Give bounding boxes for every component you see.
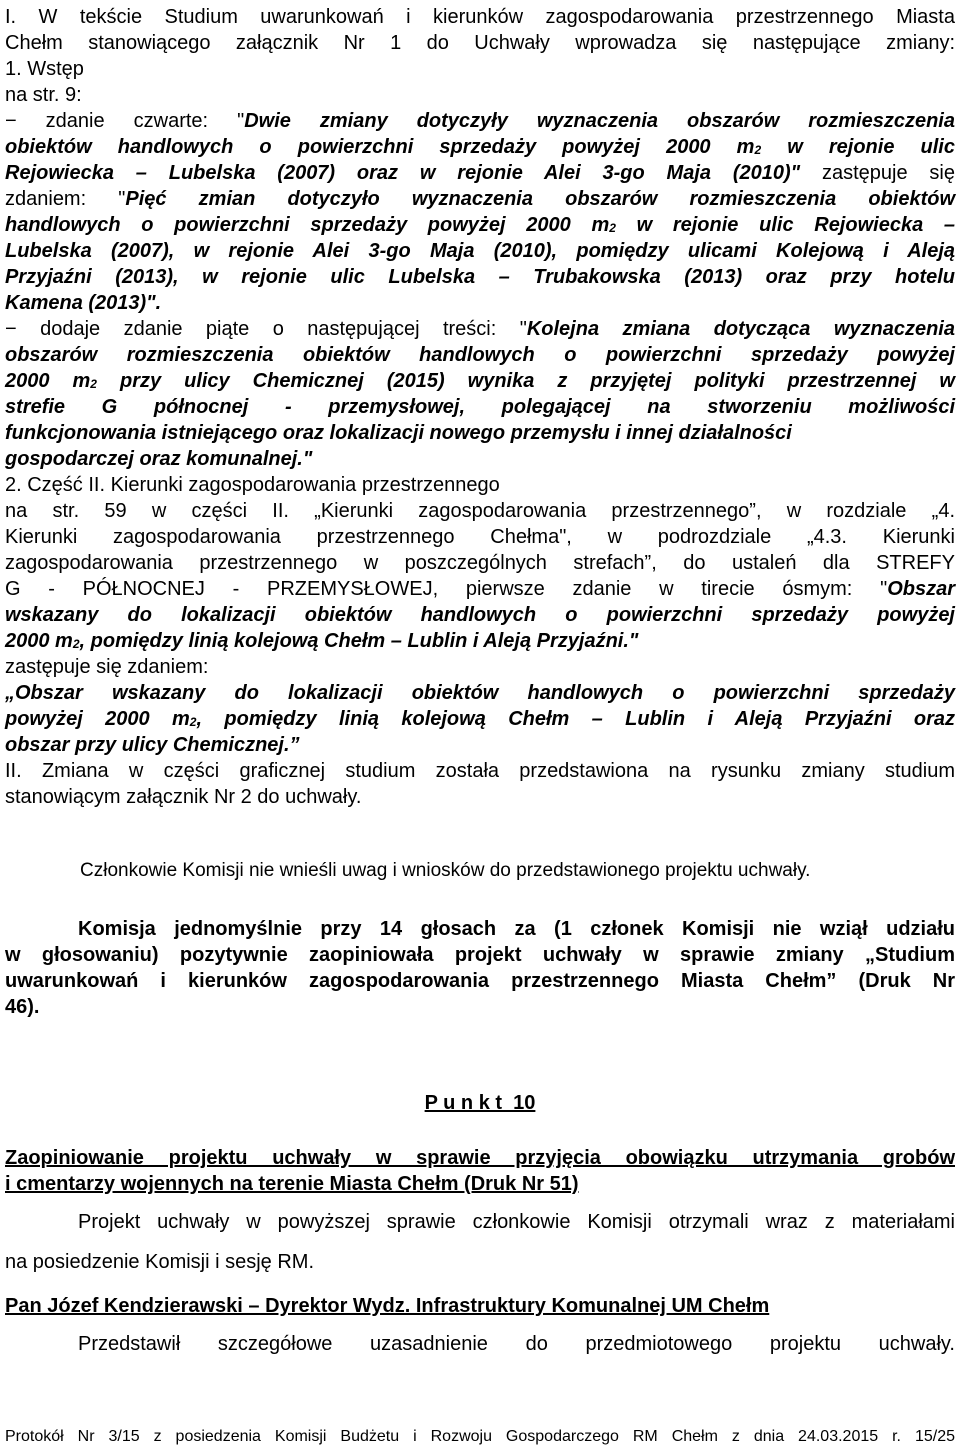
agenda-point-title: Zaopiniowanie projektu uchwały w sprawie przyjęcia obowiązku utrzymania grobów	[5, 1147, 955, 1169]
text-line: Przedstawił szczegółowe uzasadnienie do przedmiotowego projektu uchwały.	[78, 1333, 955, 1355]
text-line: powyżej 2000 $m_2$, pomiędzy linią kolejową Chełm – Lublin i Aleją Przyjaźni oraz	[5, 708, 955, 730]
speaker-name: Pan Józef Kendzierawski – Dyrektor Wydz. Infrastruktury Komunalnej UM Chełm	[5, 1295, 770, 1317]
text-line: Projekt uchwały w powyższej sprawie członkowie Komisji otrzymali wraz z materiałami	[78, 1211, 955, 1233]
text-line: Przyjaźni (2013), w rejonie ulic Lubelska – Trubakowska (2013) oraz przy hotelu	[5, 266, 955, 288]
text-line: na str. 59 w części II. „Kierunki zagospodarowania przestrzennego”, w rozdziale „4.	[5, 500, 955, 522]
text-line: Kamena (2013)".	[5, 292, 162, 314]
page-number: 15/25	[914, 1428, 956, 1445]
text-line: Kierunki zagospodarowania przestrzennego Chełma", w podrozdziale „4.3. Kierunki	[5, 526, 955, 548]
agenda-point-heading: P u n k t 10	[424, 1092, 536, 1114]
text-line: obszar przy ulicy Chemicznej.”	[5, 734, 300, 756]
text-line: obiektów handlowych o powierzchni sprzedaży powyżej 2000 $m_2$ w rejonie ulic	[5, 136, 955, 158]
text-line: zagospodarowania przestrzennego w poszczególnych strefach”, do ustaleń dla STREFY	[5, 552, 955, 574]
text-line: zdaniem: "Pięć zmian dotyczyło wyznaczenia obszarów rozmieszczenia obiektów	[5, 188, 956, 210]
text-line: 2000 $m_2$ przy ulicy Chemicznej (2015) wynika z przyjętej polityki przestrzennej w	[5, 370, 955, 392]
vote-line: w głosowaniu) pozytywnie zaopiniowała projekt uchwały w sprawie zmiany „Studium	[5, 944, 955, 966]
text-line: stanowiącym załącznik Nr 2 do uchwały.	[5, 786, 362, 808]
text-line: − dodaje zdanie piąte o następującej treści: "Kolejna zmiana dotycząca wyznaczenia	[5, 318, 955, 340]
vote-line: 46).	[5, 996, 40, 1018]
text-line: Lubelska (2007), w rejonie Alei 3-go Maja (2010), pomiędzy ulicami Kolejową i Aleją	[5, 240, 955, 262]
section-heading: 2. Część II. Kierunki zagospodarowania przestrzennego	[5, 474, 500, 496]
text-line: handlowych o powierzchni sprzedaży powyżej 2000 $m_2$ w rejonie ulic Rejowiecka –	[5, 214, 955, 236]
text-line: zastępuje się zdaniem:	[5, 656, 209, 678]
text-line: wskazany do lokalizacji obiektów handlowych o powierzchni sprzedaży powyżej	[5, 604, 955, 626]
agenda-point-title: i cmentarzy wojennych na terenie Miasta Chełm (Druk Nr 51)	[5, 1173, 579, 1195]
text-line: II. Zmiana w części graficznej studium została przedstawiona na rysunku zmiany studium	[5, 760, 955, 782]
text-line: I. W tekście Studium uwarunkowań i kierunków zagospodarowania przestrzennego Miasta	[5, 6, 955, 28]
vote-line: uwarunkowań i kierunków zagospodarowania przestrzennego Miasta Chełm” (Druk Nr	[5, 970, 955, 992]
text-line: na str. 9:	[5, 84, 82, 106]
text-line: na posiedzenie Komisji i sesję RM.	[5, 1251, 315, 1273]
section-heading: 1. Wstęp	[5, 58, 84, 80]
text-line: Rejowiecka – Lubelska (2007) oraz w rejonie Alei 3-go Maja (2010)" zastępuje się	[5, 162, 955, 184]
text-line: „Obszar wskazany do lokalizacji obiektów handlowych o powierzchni sprzedaży	[5, 682, 955, 704]
vote-line: Komisja jednomyślnie przy 14 głosach za (1 członek Komisji nie wziął udziału	[78, 918, 955, 940]
page-footer	[5, 1427, 955, 1447]
footer-protocol: Protokół Nr 3/15 z posiedzenia Komisji Budżetu i Rozwoju Gospodarczego RM Chełm z dnia 24.03.2015 r.	[5, 1428, 901, 1445]
text-line: Chełm stanowiącego załącznik Nr 1 do Uchwały wprowadza się następujące zmiany:	[5, 32, 955, 54]
text-line: obszarów rozmieszczenia obiektów handlowych o powierzchni sprzedaży powyżej	[5, 344, 955, 366]
text-line: 2000 $m_2$, pomiędzy linią kolejową Chełm – Lublin i Aleją Przyjaźni."	[5, 630, 639, 652]
text-line: G - PÓŁNOCNEJ - PRZEMYSŁOWEJ, pierwsze zdanie w tirecie ósmym: "Obszar	[5, 578, 955, 600]
committee-remarks: Członkowie Komisji nie wnieśli uwag i wniosków do przedstawionego projektu uchwały.	[80, 860, 811, 881]
text-line: − zdanie czwarte: "Dwie zmiany dotyczyły wyznaczenia obszarów rozmieszczenia	[5, 110, 955, 132]
text-line: gospodarczej oraz komunalnej."	[5, 448, 313, 470]
text-line: strefie G północnej - przemysłowej, polegającej na stworzeniu możliwości	[5, 396, 955, 418]
text-line: funkcjonowania istniejącego oraz lokalizacji nowego przemysłu i innej działalności	[5, 422, 792, 444]
